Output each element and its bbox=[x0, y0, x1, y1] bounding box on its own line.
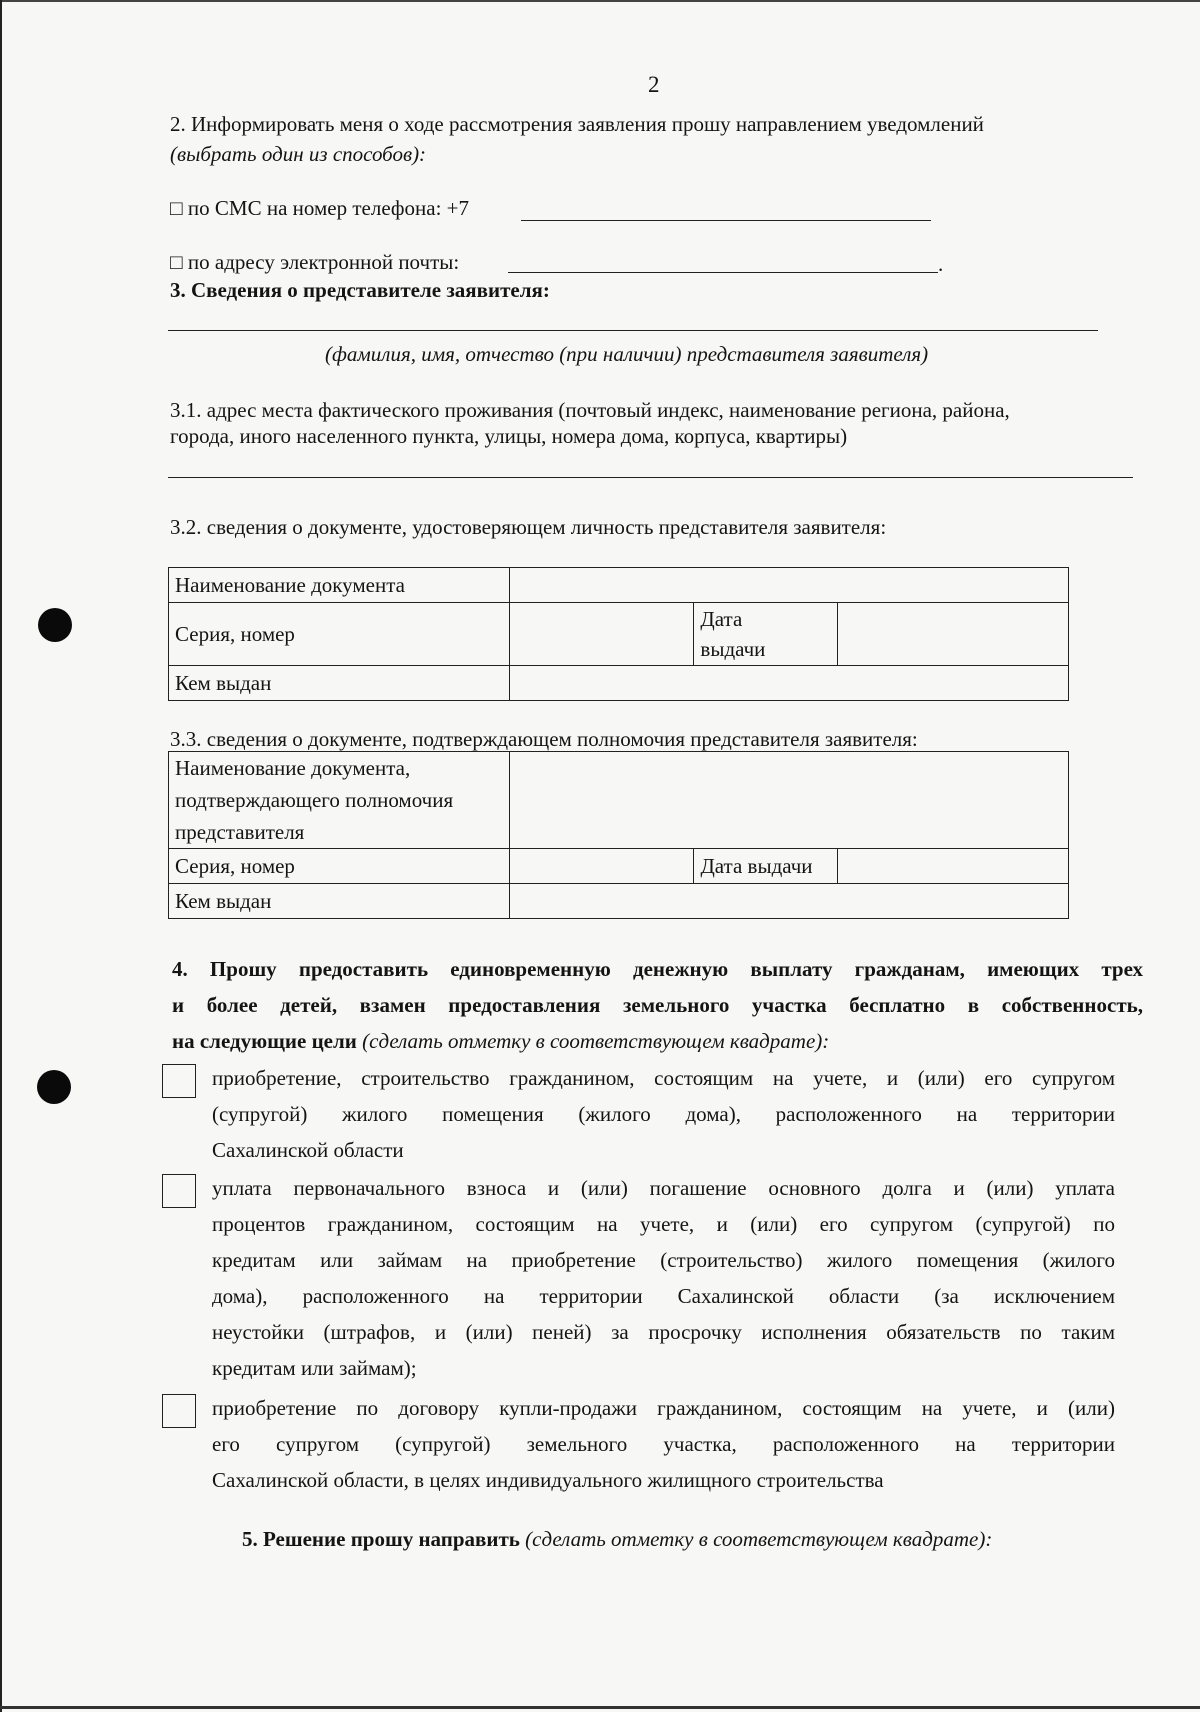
section4-line1: 4. Прошу предоставить единовременную денежную выплату гражданам, имеющих трех bbox=[172, 957, 1143, 981]
option1-line3: Сахалинской области bbox=[212, 1138, 404, 1162]
series-cell[interactable] bbox=[509, 603, 694, 666]
authority-issued-by-label: Кем выдан bbox=[169, 884, 510, 919]
series-label: Серия, номер bbox=[169, 603, 510, 666]
issue-date-label bbox=[694, 603, 838, 666]
authority-series-label: Серия, номер bbox=[169, 849, 510, 884]
address-field[interactable] bbox=[168, 477, 1133, 478]
representative-name-caption: (фамилия, имя, отчество (при наличии) представителя заявителя) bbox=[325, 342, 929, 366]
option2-checkbox[interactable] bbox=[162, 1174, 196, 1208]
issue-date-label-line1: Дата bbox=[700, 607, 743, 631]
table-row bbox=[169, 603, 1069, 666]
authority-doc-label bbox=[169, 752, 510, 849]
option1-line1: приобретение, строительство гражданином, состоящим на учете, и (или) его супругом bbox=[212, 1066, 1115, 1090]
doc-name-cell[interactable] bbox=[509, 568, 1068, 603]
scan-edge-left bbox=[0, 0, 2, 1712]
issued-by-label: Кем выдан bbox=[169, 666, 510, 701]
issued-by-cell[interactable] bbox=[509, 666, 1068, 701]
option2-line2: процентов гражданином, состоящим на учете, и (или) его супругом (супругой) по bbox=[212, 1212, 1115, 1236]
section4-line3 bbox=[172, 1023, 829, 1059]
section2-line2: (выбрать один из способов): bbox=[170, 142, 427, 166]
option3-line2: его супругом (супругой) земельного участка, расположенного на территории bbox=[212, 1432, 1115, 1456]
option3-checkbox[interactable] bbox=[162, 1394, 196, 1428]
table-row bbox=[169, 752, 1069, 849]
authority-doc-label-line3: представителя bbox=[175, 820, 305, 844]
authority-issued-by-cell[interactable] bbox=[509, 884, 1068, 919]
doc-name-label: Наименование документа bbox=[169, 568, 510, 603]
option2-line6: кредитам или займам); bbox=[212, 1356, 417, 1380]
section31-line1: 3.1. адрес места фактического проживания (почтовый индекс, наименование региона, района, bbox=[170, 398, 1010, 422]
section3-heading: 3. Сведения о представителе заявителя: bbox=[170, 278, 550, 302]
punch-hole bbox=[37, 1070, 71, 1104]
table-row bbox=[169, 666, 1069, 701]
option1-checkbox[interactable] bbox=[162, 1064, 196, 1098]
option3-line1: приобретение по договору купли-продажи гражданином, состоящим на учете, и (или) bbox=[212, 1396, 1115, 1420]
punch-hole bbox=[38, 608, 72, 642]
section4-line3-italic: (сделать отметку в соответствующем квадрате): bbox=[362, 1029, 830, 1053]
option2-line4: дома), расположенного на территории Сахалинской области (за исключением bbox=[212, 1284, 1115, 1308]
option2-line5: неустойки (штрафов, и (или) пеней) за просрочку исполнения обязательств по таким bbox=[212, 1320, 1115, 1344]
authority-document-table bbox=[168, 751, 1069, 919]
authority-issue-date-label: Дата выдачи bbox=[694, 849, 838, 884]
section32-title: 3.2. сведения о документе, удостоверяющем личность представителя заявителя: bbox=[170, 515, 887, 539]
option3-line3: Сахалинской области, в целях индивидуального жилищного строительства bbox=[212, 1468, 884, 1492]
identity-document-table bbox=[168, 567, 1069, 701]
table-row bbox=[169, 568, 1069, 603]
authority-doc-cell[interactable] bbox=[509, 752, 1068, 849]
section5-italic: (сделать отметку в соответствующем квадрате): bbox=[525, 1527, 993, 1551]
issue-date-cell[interactable] bbox=[838, 603, 1069, 666]
authority-doc-label-line1: Наименование документа, bbox=[175, 756, 411, 780]
authority-doc-label-line2: подтверждающего полномочия bbox=[175, 788, 454, 812]
section5-line bbox=[242, 1521, 992, 1557]
section2-line1: 2. Информировать меня о ходе рассмотрения заявления прошу направлением уведомлений bbox=[170, 112, 984, 136]
section5-bold: 5. Решение прошу направить bbox=[242, 1527, 520, 1551]
authority-series-cell[interactable] bbox=[509, 849, 694, 884]
option2-line1: уплата первоначального взноса и (или) погашение основного долга и (или) уплата bbox=[212, 1176, 1115, 1200]
authority-issue-date-cell[interactable] bbox=[838, 849, 1069, 884]
scan-edge-top bbox=[0, 0, 1200, 2]
scan-edge-bottom bbox=[0, 1706, 1200, 1709]
section33-title: 3.3. сведения о документе, подтверждающем полномочия представителя заявителя: bbox=[170, 727, 918, 751]
section31-line2: города, иного населенного пункта, улицы, номера дома, корпуса, квартиры) bbox=[170, 424, 848, 448]
sms-phone-field[interactable] bbox=[521, 220, 931, 221]
email-option-label: □ по адресу электронной почты: bbox=[170, 250, 460, 274]
section4-line2: и более детей, взамен предоставления земельного участка бесплатно в собственность, bbox=[172, 993, 1143, 1017]
email-field-end: . bbox=[938, 252, 944, 276]
table-row bbox=[169, 849, 1069, 884]
option1-line2: (супругой) жилого помещения (жилого дома), расположенного на территории bbox=[212, 1102, 1115, 1126]
representative-name-field[interactable] bbox=[168, 330, 1098, 331]
option2-line3: кредитам или займам на приобретение (строительство) жилого помещения (жилого bbox=[212, 1248, 1115, 1272]
page-number: 2 bbox=[648, 72, 660, 97]
sms-option-label: □ по СМС на номер телефона: +7 bbox=[170, 196, 470, 220]
issue-date-label-line2: выдачи bbox=[700, 637, 766, 661]
email-field[interactable] bbox=[508, 272, 938, 273]
table-row bbox=[169, 884, 1069, 919]
section4-line3-bold: на следующие цели bbox=[172, 1029, 357, 1053]
